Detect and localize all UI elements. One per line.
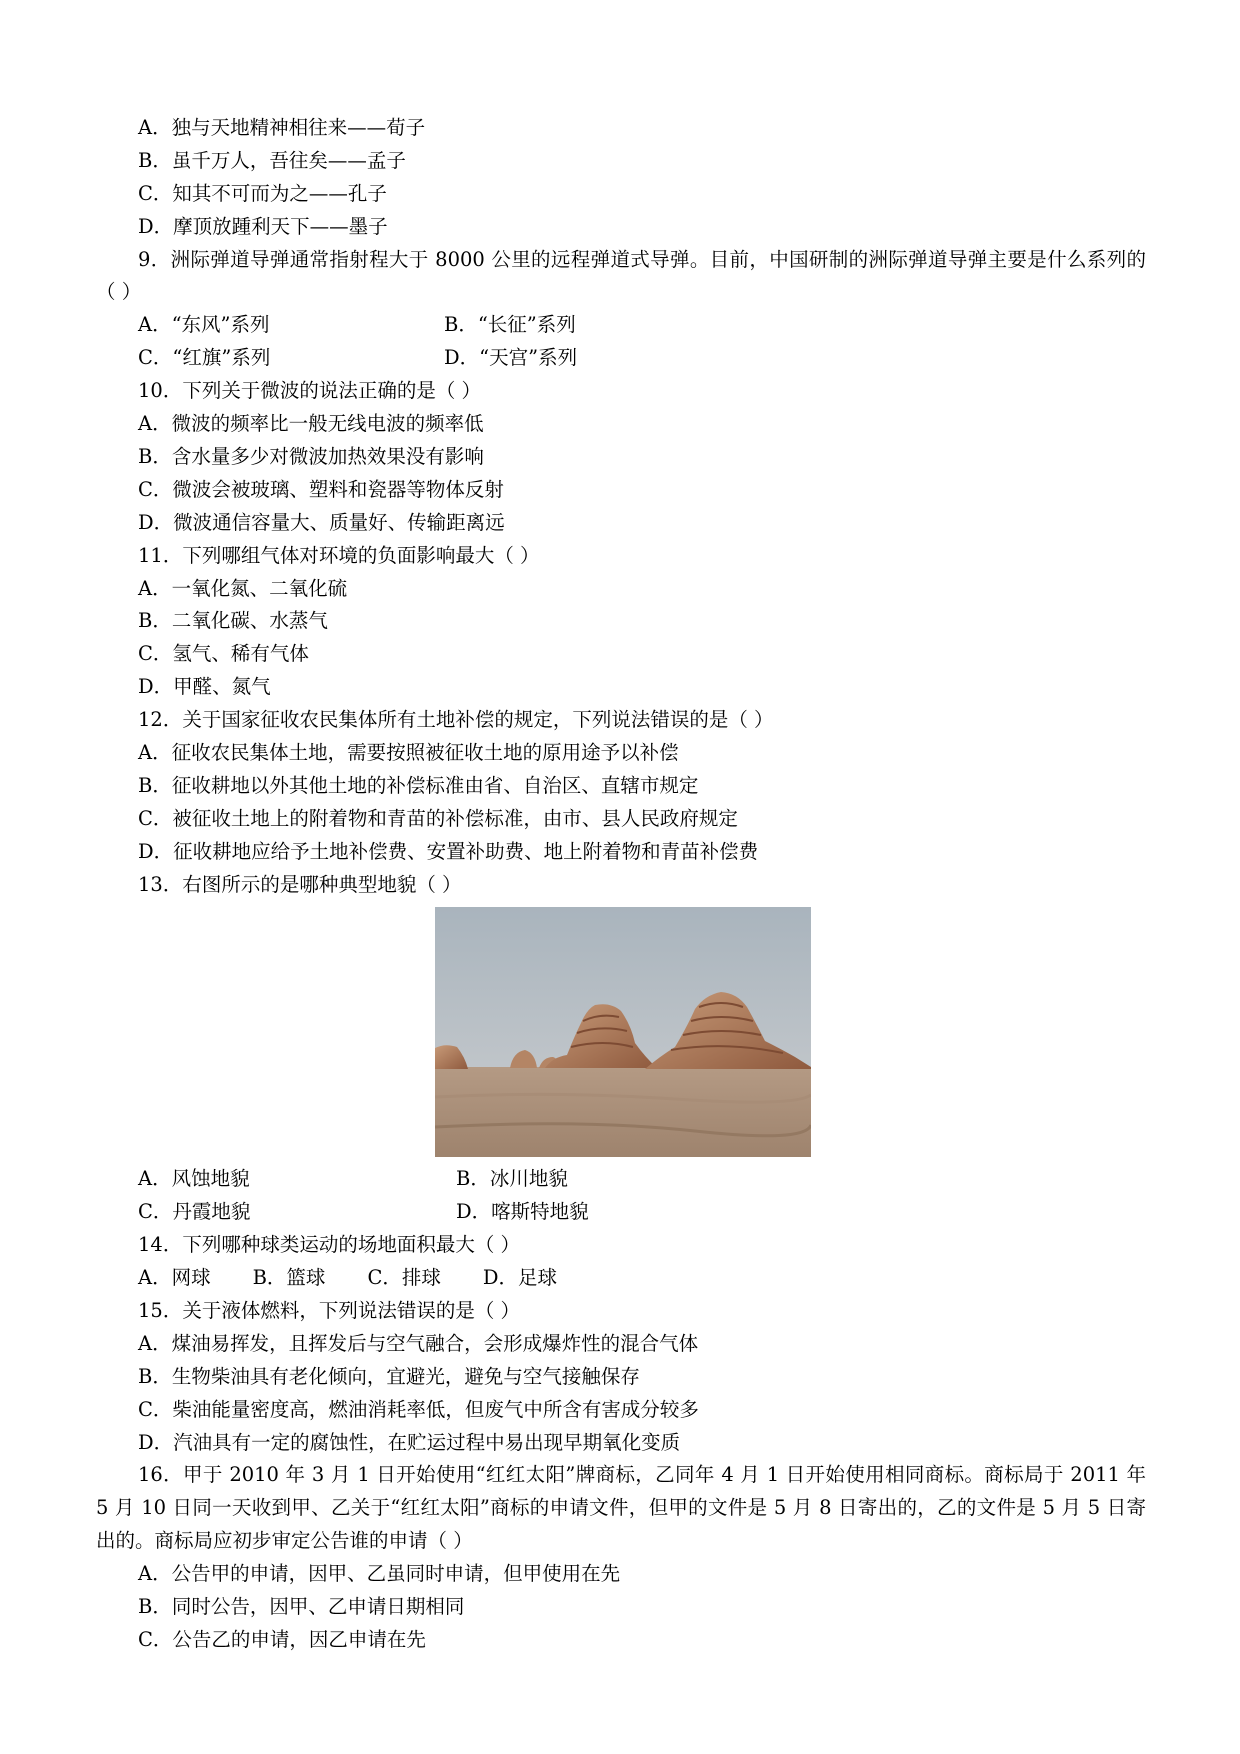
q15-stem: 15．关于液体燃料，下列说法错误的是（ ） [138, 1298, 521, 1322]
q10-option-d: D．微波通信容量大、质量好、传输距离远 [138, 510, 505, 534]
q8-option-c: C．知其不可而为之——孔子 [138, 181, 387, 205]
q12-option-c: C．被征收土地上的附着物和青苗的补偿标准，由市、县人民政府规定 [138, 806, 738, 830]
q14-option-b: B．篮球 [252, 1266, 326, 1290]
q16-option-a: A．公告甲的申请，因甲、乙虽同时申请，但甲使用在先 [138, 1562, 621, 1586]
q16-option-b: B．同时公告，因甲、乙申请日期相同 [138, 1595, 465, 1619]
q15-option-d: D．汽油具有一定的腐蚀性，在贮运过程中易出现早期氧化变质 [138, 1430, 681, 1454]
q15-option-b: B．生物柴油具有老化倾向，宜避光，避免与空气接触保存 [138, 1364, 640, 1388]
q16-stem: 16．甲于 2010 年 3 月 1 日开始使用“红红太阳”牌商标，乙同年 4 月 1 日开始使用相同商标。商标局于 2011 年 5 月 10 日同一天收到甲、乙关于“红红太阳”商标的申请文件，但甲的文件是 5 月 8 日寄出的，乙的文件是 5 月 5 日寄出的。商标局应初步审定公告谁的申请（ ） [96, 1463, 1146, 1553]
q10-option-a: A．微波的频率比一般无线电波的频率低 [138, 412, 484, 436]
q13-option-d: D．喀斯特地貌 [456, 1200, 589, 1224]
q8-option-d: D．摩顶放踵利天下——墨子 [138, 214, 388, 238]
q15-option-c: C．柴油能量密度高，燃油消耗率低，但废气中所含有害成分较多 [138, 1397, 699, 1421]
q11-option-b: B．二氧化碳、水蒸气 [138, 609, 328, 633]
q14-options-row [96, 1262, 1146, 1295]
landform-photo [435, 907, 811, 1157]
q12-stem: 12．关于国家征收农民集体所有土地补偿的规定，下列说法错误的是（ ） [138, 708, 774, 732]
q9-option-c: C．“红旗”系列 [138, 346, 271, 370]
q13-option-c: C．丹霞地貌 [138, 1200, 251, 1224]
q9-option-b: B．“长征”系列 [444, 313, 576, 337]
q13-stem: 13．右图所示的是哪种典型地貌（ ） [138, 872, 462, 896]
q8-option-a: A．独与天地精神相往来——荀子 [138, 116, 426, 139]
q10-stem: 10．下列关于微波的说法正确的是（ ） [138, 379, 482, 403]
q13-options-row-2 [96, 1196, 1146, 1229]
q9-option-d: D．“天宫”系列 [444, 346, 578, 370]
q13-option-b: B．冰川地貌 [456, 1167, 568, 1191]
q12-option-a: A．征收农民集体土地，需要按照被征收土地的原用途予以补偿 [138, 740, 679, 764]
q9-option-a: A．“东风”系列 [138, 313, 270, 337]
q14-option-a: A．网球 [138, 1266, 211, 1290]
q15-option-a: A．煤油易挥发，且挥发后与空气融合，会形成爆炸性的混合气体 [138, 1331, 699, 1355]
q13-options-row-1 [96, 1163, 1146, 1196]
q12-option-b: B．征收耕地以外其他土地的补偿标准由省、自治区、直辖市规定 [138, 773, 699, 797]
q11-option-c: C．氢气、稀有气体 [138, 642, 309, 666]
q8-option-b: B．虽千万人，吾往矣——孟子 [138, 148, 406, 172]
q11-option-a: A．一氧化氮、二氧化硫 [138, 576, 348, 600]
q9-options-row-2 [96, 342, 1146, 375]
exam-page [96, 112, 1146, 1657]
q13-option-a: A．风蚀地貌 [138, 1167, 250, 1191]
q9-options-row-1 [96, 309, 1146, 342]
q11-stem: 11．下列哪组气体对环境的负面影响最大（ ） [138, 543, 540, 567]
q10-option-b: B．含水量多少对微波加热效果没有影响 [138, 444, 484, 468]
q14-option-d: D．足球 [482, 1266, 557, 1290]
q10-option-c: C．微波会被玻璃、塑料和瓷器等物体反射 [138, 477, 504, 501]
q12-option-d: D．征收耕地应给予土地补偿费、安置补助费、地上附着物和青苗补偿费 [138, 839, 759, 863]
q16-option-c: C．公告乙的申请，因乙申请在先 [138, 1627, 426, 1651]
q14-stem: 14．下列哪种球类运动的场地面积最大（ ） [138, 1233, 521, 1257]
q9-stem: 9．洲际弹道导弹通常指射程大于 8000 公里的远程弹道式导弹。目前，中国研制的洲际弹道导弹主要是什么系列的（ ） [96, 247, 1146, 304]
q11-option-d: D．甲醛、氮气 [138, 675, 271, 699]
q14-option-c: C．排球 [367, 1266, 441, 1290]
